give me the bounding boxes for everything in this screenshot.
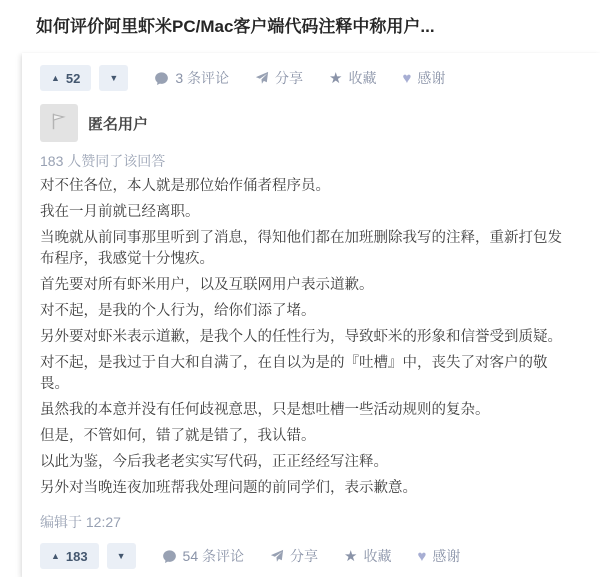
answer-paragraph: 以此为鉴，今后我老老实实写代码，正正经经写注释。 [40, 454, 388, 470]
answer-comments-button[interactable] [162, 546, 244, 566]
upvote-icon: ▲ [51, 550, 60, 561]
downvote-icon: ▼ [116, 550, 126, 561]
top-comments-button[interactable] [154, 68, 229, 88]
answer-paragraph: 对不住各位，本人就是那位始作俑者程序员。 [40, 178, 330, 194]
zhihu-answer-page [0, 15, 600, 565]
share-icon [270, 549, 284, 563]
comment-icon [154, 71, 169, 86]
vote-summary: 183 人赞同了该回答 [40, 153, 166, 169]
answer-paragraph: 虽然我的本意并没有任何歧视意思，只是想吐槽一些活动规则的复杂。 [40, 402, 490, 418]
question-title: 如何评价阿里虾米PC/Mac客户端代码注释中称用户... [36, 17, 435, 36]
top-favorite-button[interactable] [329, 68, 376, 88]
downvote-icon: ▼ [109, 72, 119, 83]
comment-icon [162, 549, 177, 564]
heart-icon: ♥ [417, 547, 427, 565]
top-action-bar [40, 65, 576, 91]
answer-upvote-button[interactable] [40, 543, 99, 569]
answer-paragraph: 另外要对虾米表示道歉，是我个人的任性行为，导致虾米的形象和信誉受到质疑。 [40, 329, 562, 345]
top-share-label: 分享 [275, 70, 303, 86]
top-thanks-label: 感谢 [417, 70, 446, 86]
answer-comments-label: 54 条评论 [182, 548, 245, 564]
author-name: 匿名用户 [88, 115, 149, 133]
top-share-button[interactable] [255, 68, 303, 88]
bottom-action-bar [40, 543, 576, 569]
answer-paragraph: 另外对当晚连夜加班帮我处理问题的前同学们，表示歉意。 [40, 480, 417, 496]
answer-share-button[interactable] [270, 546, 318, 566]
top-thanks-button[interactable] [402, 68, 445, 88]
top-favorite-label: 收藏 [348, 70, 377, 86]
top-downvote-button[interactable] [99, 65, 128, 91]
top-upvote-button[interactable] [40, 65, 91, 91]
answer-paragraph: 但是，不管如何，错了就是错了，我认错。 [40, 428, 316, 444]
flag-icon [48, 110, 70, 137]
star-icon: ★ [329, 69, 343, 87]
star-icon: ★ [344, 547, 358, 565]
heart-icon: ♥ [402, 69, 412, 87]
upvote-icon: ▲ [51, 72, 60, 83]
author-row [40, 104, 576, 142]
answer-downvote-button[interactable] [107, 543, 136, 569]
edited-timestamp: 编辑于 12:27 [40, 514, 121, 530]
answer-share-label: 分享 [290, 548, 319, 564]
answer-paragraph: 首先要对所有虾米用户，以及互联网用户表示道歉。 [40, 277, 374, 293]
answer-favorite-button[interactable] [344, 546, 391, 566]
answer-card [22, 53, 600, 577]
top-comments-label: 3 条评论 [175, 70, 229, 86]
answer-thanks-button[interactable] [417, 546, 460, 566]
answer-favorite-label: 收藏 [363, 548, 392, 564]
share-icon [255, 71, 269, 85]
answer-upvote-count: 183 [65, 548, 88, 564]
answer-paragraph: 对不起，是我的个人行为，给你们添了堵。 [40, 303, 316, 319]
answer-paragraph: 当晚就从前同事那里听到了消息，得知他们都在加班删除我写的注释，重新打包发布程序，我感觉十分愧疚。 [40, 230, 562, 267]
answer-thanks-label: 感谢 [432, 548, 461, 564]
answer-paragraph: 对不起，是我过于自大和自满了，在自以为是的『吐槽』中，丧失了对客户的敬畏。 [40, 355, 548, 392]
answer-body [40, 176, 576, 499]
top-upvote-count: 52 [65, 70, 81, 86]
answer-paragraph: 我在一月前就已经离职。 [40, 204, 200, 220]
anonymous-avatar [40, 104, 78, 142]
